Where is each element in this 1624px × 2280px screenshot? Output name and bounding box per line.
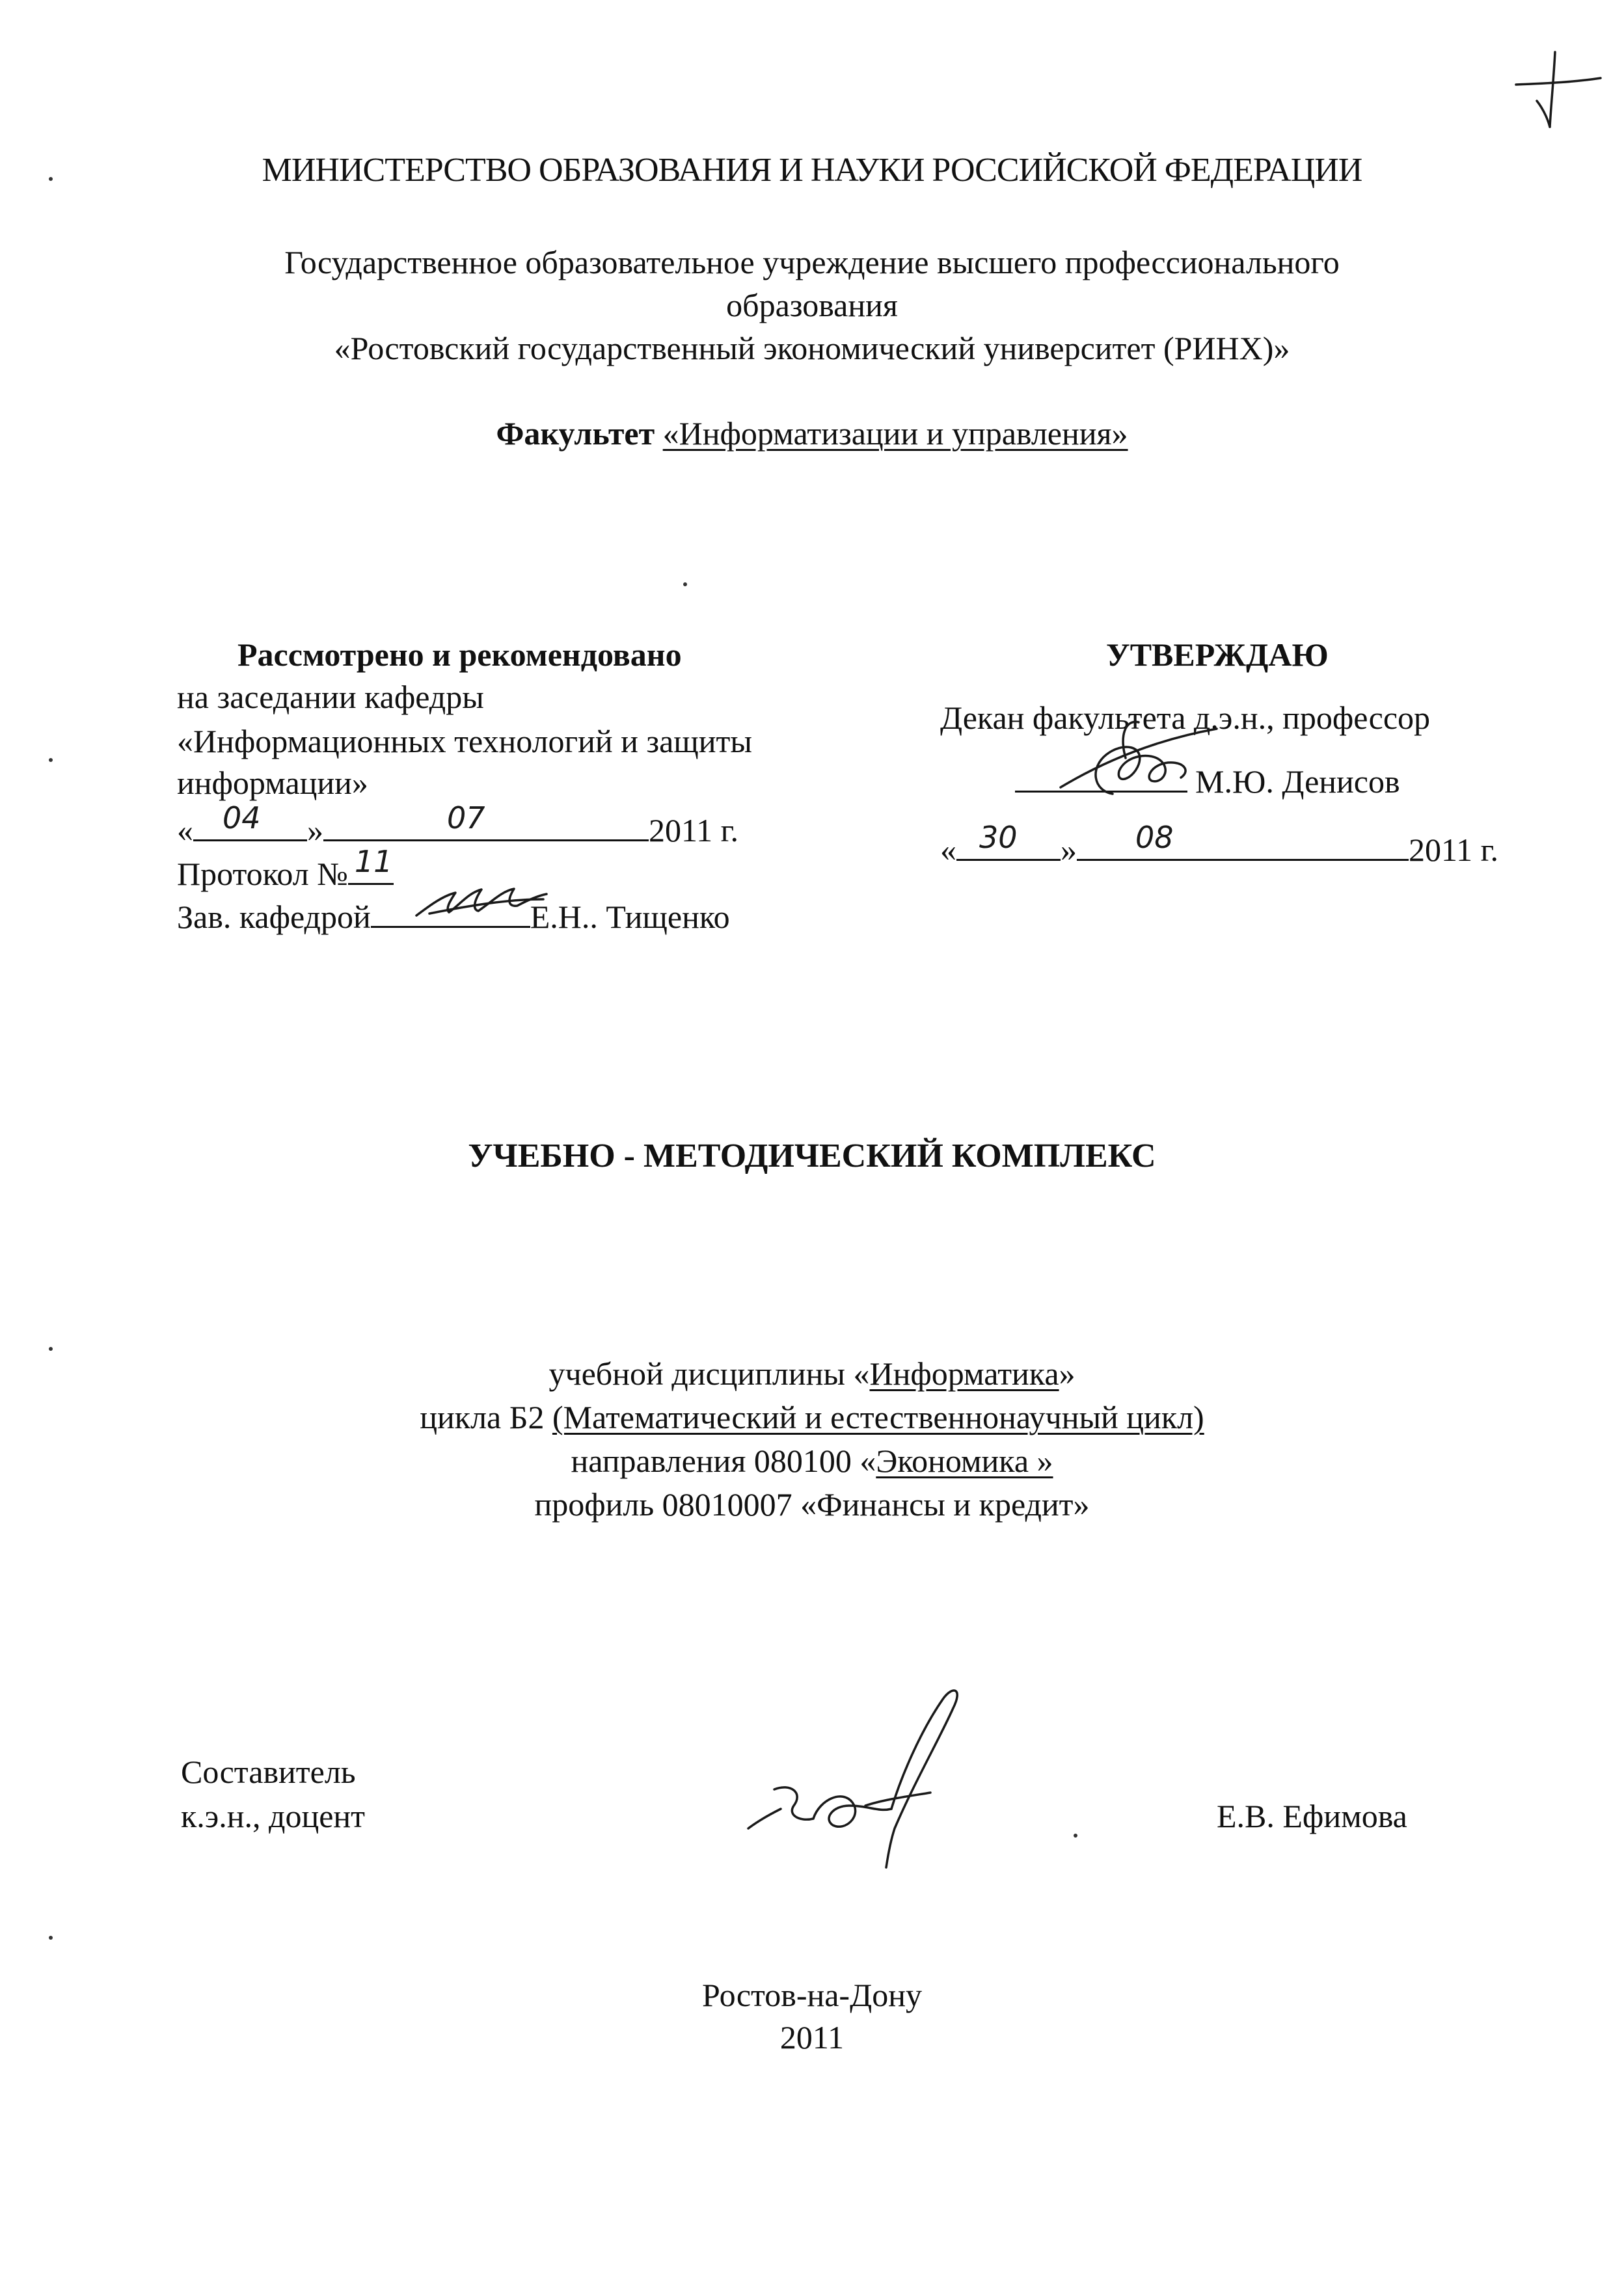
footer-city: Ростов-на-Дону (702, 1977, 922, 2013)
discipline-line (0, 1353, 1624, 1394)
scan-speck (49, 177, 53, 181)
document-title: УЧЕБНО - МЕТОДИЧЕСКИЙ КОМПЛЕКС (468, 1137, 1156, 1174)
author-label: Составитель (181, 1754, 356, 1790)
author-name: Е.В. Ефимова (1217, 1798, 1407, 1834)
scan-speck (49, 758, 53, 762)
university-name: «Ростовский государственный экономический университет (РИНХ)» (334, 330, 1290, 366)
date-month-handwritten: 07 (447, 800, 485, 835)
footer-year: 2011 (779, 2019, 845, 2056)
discipline-suffix: » (1059, 1355, 1076, 1392)
direction-name: Экономика » (876, 1443, 1053, 1479)
faculty-line (0, 413, 1624, 454)
head-signature (410, 880, 553, 925)
approval-right-date (940, 820, 1499, 870)
dean-signature (1054, 716, 1223, 807)
approval-left-title: Рассмотрено и рекомендовано (237, 636, 682, 673)
institution-line1: Государственное образовательное учреждение высшего профессионального (284, 244, 1340, 280)
approval-right-line1: Декан факультета д.э.н., профессор (940, 699, 1431, 736)
dean-name: М.Ю. Денисов (1195, 763, 1400, 800)
discipline-prefix: учебной дисциплины « (548, 1355, 870, 1392)
author-degree: к.э.н., доцент (181, 1798, 366, 1834)
cycle-name: (Математический и естественнонаучный цикл) (552, 1399, 1204, 1435)
date-day-handwritten: 30 (979, 820, 1018, 855)
date-month-line (1077, 820, 1409, 861)
date-year: 2011 г. (1409, 832, 1499, 868)
date-day-line (956, 820, 1061, 861)
protocol-line (177, 844, 394, 894)
protocol-number-handwritten: 11 (354, 844, 393, 879)
date-day-line (193, 800, 307, 841)
scan-speck (49, 1347, 53, 1351)
scan-speck (1074, 1834, 1077, 1838)
corner-plus-mark (1503, 46, 1607, 130)
protocol-label: Протокол № (177, 856, 348, 892)
discipline-name: Информатика (869, 1355, 1059, 1392)
head-label: Зав. кафедрой (177, 899, 371, 935)
approval-left-date (177, 800, 739, 850)
date-month-handwritten: 08 (1135, 820, 1174, 855)
date-close-quote: » (1061, 832, 1077, 868)
approval-left-line2: «Информационных технологий и защиты (177, 723, 752, 759)
date-open-quote: « (177, 812, 193, 848)
date-day-handwritten: 04 (223, 800, 261, 835)
approval-right-title: УТВЕРЖДАЮ (1106, 636, 1329, 673)
faculty-name: «Информатизации и управления» (662, 415, 1128, 452)
direction-line (0, 1441, 1624, 1481)
scan-speck (683, 582, 687, 586)
direction-prefix: направления 080100 « (571, 1443, 876, 1479)
cycle-line (0, 1397, 1624, 1437)
approval-left-line3: информации» (177, 765, 368, 801)
head-signature-line (371, 926, 530, 928)
cycle-prefix: цикла Б2 (420, 1399, 552, 1435)
date-open-quote: « (940, 832, 956, 868)
author-signature (735, 1679, 995, 1874)
protocol-number-line (348, 844, 394, 885)
date-year: 2011 г. (649, 812, 739, 848)
head-name: Е.Н.. Тищенко (530, 899, 730, 935)
date-close-quote: » (307, 812, 323, 848)
scan-speck (49, 1936, 53, 1940)
institution-line2: образования (726, 287, 898, 323)
approval-left-line1: на заседании кафедры (177, 679, 484, 715)
faculty-label: Факультет (496, 415, 655, 452)
profile-line: профиль 08010007 «Финансы и кредит» (534, 1486, 1090, 1523)
ministry-title: МИНИСТЕРСТВО ОБРАЗОВАНИЯ И НАУКИ РОССИЙСКОЙ ФЕДЕРАЦИИ (262, 152, 1362, 189)
